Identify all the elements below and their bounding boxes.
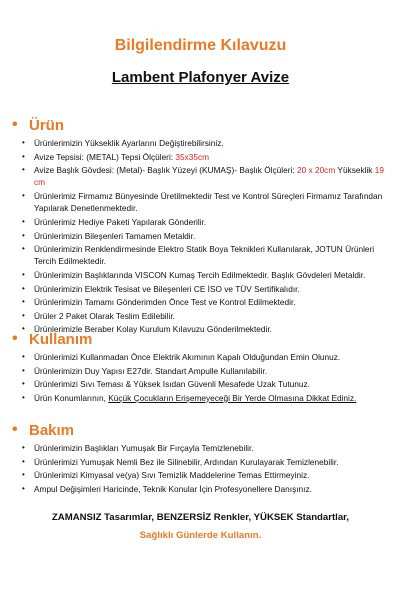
child-safety-note: Küçük Çocukların Erişemeyeceği Bir Yerde Olmasına Dikkat Ediniz.	[108, 392, 357, 403]
bullet-icon: •	[22, 151, 25, 161]
list-item	[0, 456, 401, 468]
document-title: Bilgilendirme Kılavuzu	[114, 37, 287, 54]
item-text: Ürünlerimizin Yükseklik Ayarlarını Değiştirebilirsiniz.	[34, 138, 224, 148]
bullet-icon: •	[22, 443, 25, 452]
list-item	[0, 137, 401, 149]
head-size-value: 20 x 20cm	[296, 165, 336, 176]
list-item	[0, 392, 401, 404]
list-item	[0, 243, 401, 268]
section-heading-bakim	[12, 420, 401, 440]
bullet-dot-icon: •	[12, 116, 18, 133]
bullet-icon: •	[22, 324, 25, 334]
item-text: Ürünlerimiz Hediye Paketi Yapılarak Gönderilir.	[34, 216, 207, 227]
list-item	[0, 378, 401, 390]
list-item	[0, 230, 401, 242]
item-text: Ampul Değişimleri Haricinde, Teknik Konular İçin Profesyonellere Danışınız.	[34, 483, 312, 494]
list-item	[0, 365, 401, 377]
bullet-icon: •	[22, 230, 25, 240]
section-title: Kullanım	[29, 330, 93, 348]
section-title: Bakım	[29, 421, 75, 439]
bullet-icon: •	[22, 165, 25, 175]
closing-message: Sağlıklı Günlerde Kullanın.	[139, 530, 262, 541]
list-item	[0, 164, 401, 189]
bullet-icon: •	[22, 352, 25, 361]
list-item	[0, 469, 401, 481]
section-bakim	[0, 420, 401, 496]
bullet-icon: •	[22, 379, 25, 389]
urun-list	[0, 137, 401, 336]
product-name: Lambent Plafonyer Avize	[111, 69, 290, 86]
section-heading-urun	[12, 115, 401, 135]
item-text: Ürüler 2 Paket Olarak Teslim Edilebilir.	[34, 310, 175, 321]
item-text: Avize Başlık Gövdesi: (Metal)- Başlık Yüzeyi (KUMAŞ)- Başlık Ölçüleri:	[34, 165, 297, 176]
bullet-dot-icon: •	[12, 421, 18, 438]
tray-size-value: 35x35cm	[175, 151, 210, 162]
list-item	[0, 283, 401, 295]
item-text: Ürünlerimizi Kullanmadan Önce Elektrik Akımının Kapalı Olduğundan Emin Olunuz.	[34, 352, 341, 362]
item-text: Ürünlerimizi Sıvı Teması & Yüksek Isıdan Güvenli Mesafede Uzak Tutunuz.	[34, 379, 310, 390]
list-item	[0, 442, 401, 454]
bullet-icon: •	[22, 310, 25, 320]
list-item	[0, 151, 401, 163]
item-text: Ürünlerimizin Duy Yapısı E27dir. Standart Ampulle Kullanılabilir.	[34, 365, 268, 376]
section-kullanim	[0, 329, 401, 405]
bullet-icon: •	[22, 365, 25, 375]
list-item	[0, 351, 401, 363]
item-text: Yükseklik	[335, 165, 375, 176]
item-text: Ürünlerimizle Beraber Kolay Kurulum Kılavuzu Gönderilmektedir.	[34, 324, 272, 335]
list-item	[0, 310, 401, 322]
height-value: 19 cm	[34, 165, 384, 188]
bullet-icon: •	[22, 297, 25, 307]
item-text: Ürünlerimizin Renklendirmesinde Elektro Statik Boya Teknikleri Kullanılarak, JOTUN Ürünleri Tercih Edilmektedir.	[34, 244, 375, 267]
bullet-icon: •	[22, 270, 25, 280]
slogan: ZAMANSIZ Tasarımlar, BENZERSİZ Renkler, YÜKSEK Standartlar,	[51, 512, 350, 523]
bullet-icon: •	[22, 244, 25, 254]
section-urun	[0, 115, 401, 337]
kullanim-list	[0, 351, 401, 404]
list-item	[0, 296, 401, 308]
bullet-icon: •	[22, 456, 25, 466]
item-text: Ürünlerimizin Başlıkları Yumuşak Bir Fırçayla Temizlenebilir.	[34, 443, 254, 453]
item-text: Ürünlerimizin Başlıklarında VISCON Kumaş Tercih Edilmektedir. Başlık Gövdeleri Metaldir.	[34, 270, 366, 281]
bullet-icon: •	[22, 283, 25, 293]
bakim-list	[0, 442, 401, 495]
section-title: Ürün	[29, 116, 64, 134]
list-item	[0, 190, 401, 215]
bullet-icon: •	[22, 138, 25, 147]
section-heading-kullanim	[12, 329, 401, 349]
bullet-icon: •	[22, 191, 25, 201]
item-text: Ürünlerimizin Bileşenleri Tamamen Metaldir.	[34, 230, 196, 241]
list-item	[0, 216, 401, 228]
bullet-icon: •	[22, 483, 25, 493]
item-text: Ürünlerimiz Firmamız Bünyesinde Üretilmektedir Test ve Kontrol Süreçleri Firmamız Tarafından Yapılarak Denetlenmektedir.	[34, 191, 383, 214]
bullet-dot-icon: •	[12, 330, 18, 347]
item-text: Ürünlerimizin Elektrik Tesisat ve Bileşenleri CE İSO ve TÜV Sertifikalıdır.	[34, 283, 300, 294]
item-text: Ürün Konumlarının,	[34, 392, 109, 403]
bullet-icon: •	[22, 392, 25, 402]
bullet-icon: •	[22, 216, 25, 226]
item-text: Ürünlerimizi Yumuşak Nemli Bez ile Silinebilir, Ardından Kurulayarak Temizlenebilir.	[34, 456, 339, 467]
list-item	[0, 483, 401, 495]
bullet-icon: •	[22, 470, 25, 480]
list-item	[0, 269, 401, 281]
item-text: Ürünlerimizin Tamamı Gönderimden Önce Test ve Kontrol Edilmektedir.	[34, 297, 296, 308]
item-text: Avize Tepsisi: (METAL) Tepsi Ölçüleri:	[34, 151, 176, 162]
item-text: Ürünlerimizi Kimyasal ve(ya) Sıvı Temizlik Maddelerine Temas Ettirmeyiniz.	[34, 470, 310, 481]
